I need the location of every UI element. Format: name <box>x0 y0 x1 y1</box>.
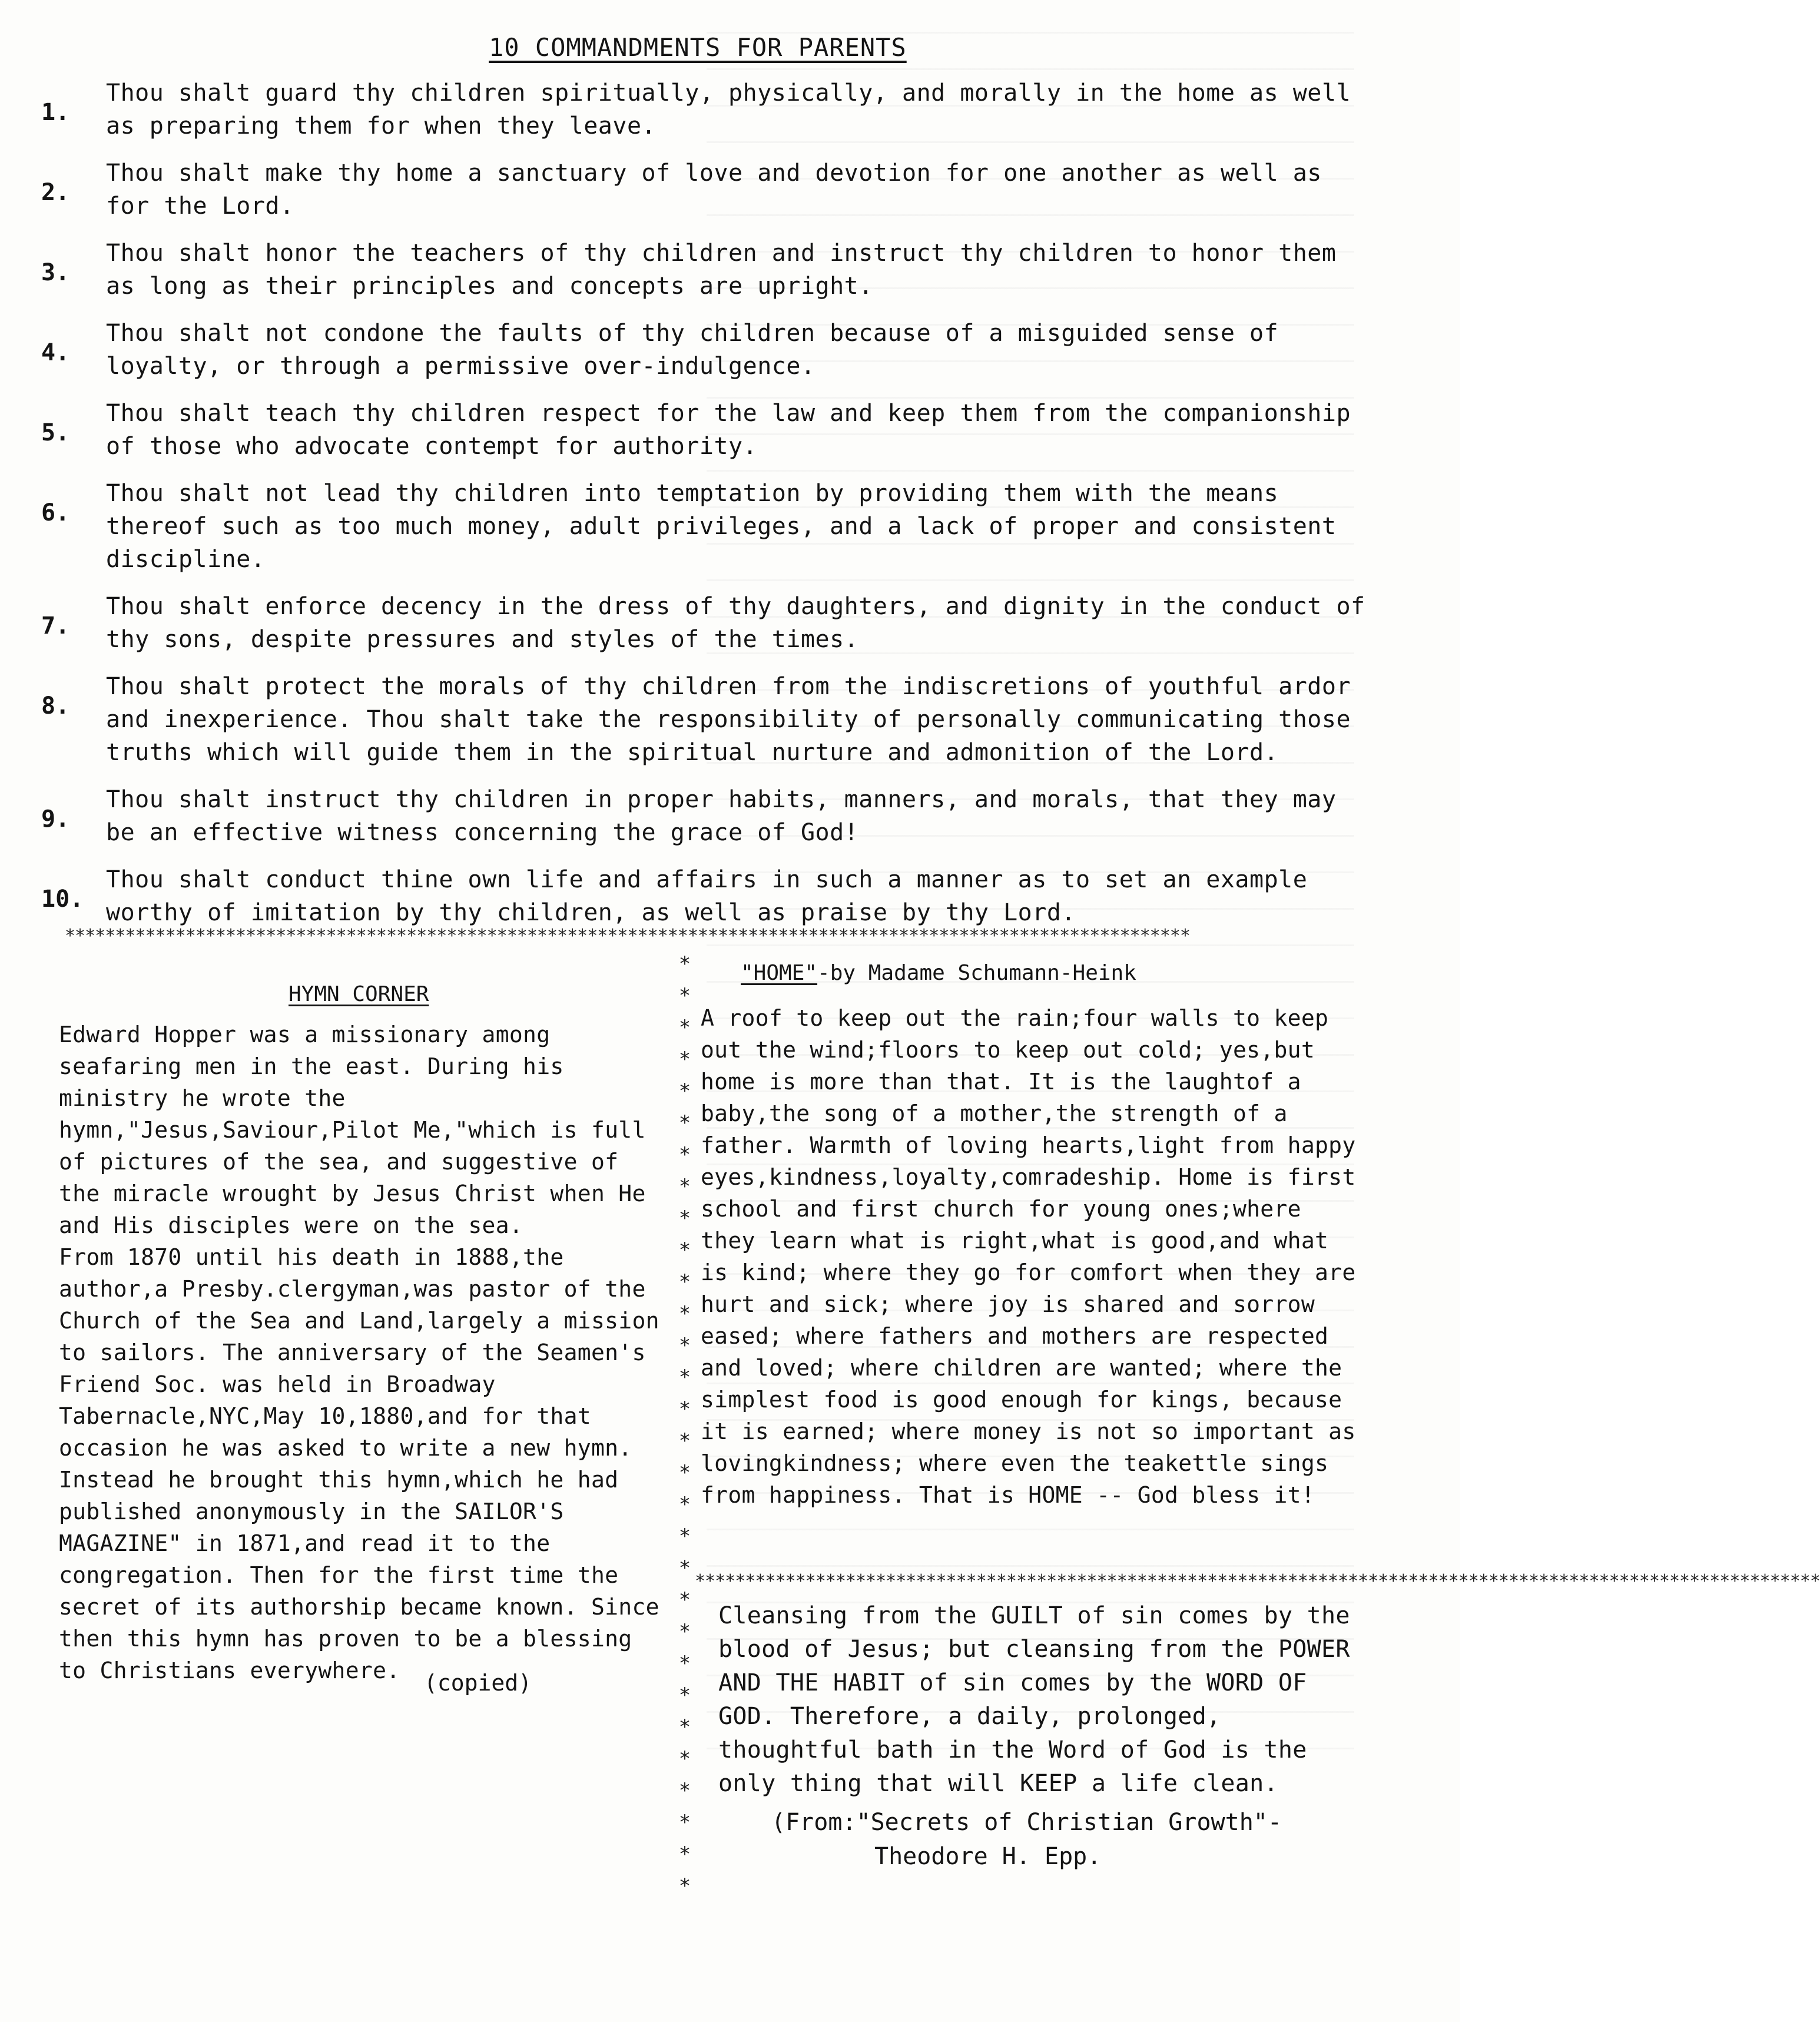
hymn-paragraph-2: From 1870 until his death in 1888,the author,a Presby.clergyman,was pastor of the Church of the Sea and Land,largely a mission to sailors. The anniversary of the Seamen's Friend Soc. was held in Broadway Tabernacle,NYC,May 10,1880,and for that occasion he was asked to write a new hymn. Instead he brought this hymn,which he had published anonymously in the SAILOR'S MAGAZINE" in 1871,and read it to the congregation. Then for the first time the secret of its authorship became known. Since then this hymn has proven to be a blessing to Christians everywhere. <box>59 1244 659 1683</box>
hymn-paragraph-1: Edward Hopper was a missionary among seafaring men in the east. During his ministry he wrote the hymn,"Jesus,Saviour,Pilot Me,"which is full of pictures of the sea, and suggestive of the miracle wrought by Jesus Christ when He and His disciples were on the sea. <box>59 1022 646 1238</box>
cleansing-source-line-1: (From:"Secrets of Christian Growth"- <box>771 1809 1282 1836</box>
home-heading <box>741 961 1136 985</box>
commandment-number: 3. <box>41 259 70 286</box>
commandment-item <box>41 157 1372 223</box>
commandment-text: Thou shalt teach thy children respect for the law and keep them from the companionship of those who advocate contempt for authority. <box>106 400 1351 460</box>
commandment-item <box>41 237 1372 303</box>
commandment-number: 10. <box>41 886 84 913</box>
commandment-text: Thou shalt conduct thine own life and affairs in such a manner as to set an example worthy of imitation by thy children, as well as praise by thy Lord. <box>106 866 1308 926</box>
home-title: "HOME" <box>741 961 818 985</box>
commandment-number: 5. <box>41 419 70 446</box>
commandment-item <box>41 590 1372 656</box>
commandment-text: Thou shalt enforce decency in the dress of thy daughters, and dignity in the conduct of thy sons, despite pressures and styles of the times. <box>106 593 1365 653</box>
cleansing-text: Cleansing from the GUILT of sin comes by the blood of Jesus; but cleansing from the POWER AND THE HABIT of sin comes by the WORD OF GOD. Therefore, a daily, prolonged, thoughtful bath in the Word of God is the only thing that will KEEP a life clean. <box>718 1602 1350 1797</box>
commandment-item <box>41 317 1372 383</box>
asterisk-divider: **************************************************************************************************************** <box>65 926 1190 946</box>
commandment-text: Thou shalt not condone the faults of thy children because of a misguided sense of loyalty, or through a permissive over-indulgence. <box>106 320 1279 380</box>
home-text: A roof to keep out the rain;four walls to keep out the wind;floors to keep out cold; yes,but home is more than that. It is the laughtof a baby,the song of a mother,the strength of a father. Warmth of loving hearts,light from happy eyes,kindness,loyalty,comradeship. Home is first school and first church for young ones;where they learn what is right,what is good,and what is kind; where they go for comfort when they are hurt and sick; where joy is shared and sorrow eased; where fathers and mothers are respected and loved; where children are wanted; where the simplest food is good enough for kings, because it is earned; where money is not so important as lovingkindness; where even the teakettle sings from happiness. That is HOME -- God bless it! <box>701 1005 1356 1508</box>
hymn-corner-article <box>59 1019 671 1686</box>
commandment-number: 4. <box>41 339 70 366</box>
commandment-number: 9. <box>41 806 70 833</box>
commandment-number: 7. <box>41 612 70 639</box>
commandment-text: Thou shalt instruct thy children in proper habits, manners, and morals, that they may be an effective witness concerning the grace of God! <box>106 786 1337 846</box>
commandment-item <box>41 863 1372 929</box>
commandment-item <box>41 397 1372 463</box>
hymn-credit: (copied) <box>424 1670 532 1696</box>
commandment-item <box>41 77 1372 142</box>
commandment-text: Thou shalt not lead thy children into temptation by providing them with the means thereof such as too much money, adult privileges, and a lack of proper and consistent discipline. <box>106 480 1337 573</box>
commandment-text: Thou shalt guard thy children spiritually, physically, and morally in the home as well as preparing them for when they leave. <box>106 79 1351 140</box>
commandment-item <box>41 477 1372 576</box>
page-title: 10 COMMANDMENTS FOR PARENTS <box>489 33 907 62</box>
home-author: -by Madame Schumann-Heink <box>817 961 1136 985</box>
commandment-item <box>41 670 1372 769</box>
commandment-text: Thou shalt honor the teachers of thy children and instruct thy children to honor them as long as their principles and concepts are upright. <box>106 240 1337 300</box>
commandment-number: 6. <box>41 499 70 526</box>
commandments-list <box>41 77 1372 943</box>
commandment-text: Thou shalt protect the morals of thy children from the indiscretions of youthful ardor and inexperience. Thou shalt take the responsibility of personally communicating those truths which will guide them in the spiritual nurture and admonition of the Lord. <box>106 673 1351 766</box>
cleansing-article <box>718 1599 1354 1801</box>
commandment-item <box>41 783 1372 849</box>
column-divider: * * * * * * * * * * * * * * * * * * * * * * * * * * * * * * <box>678 952 691 1898</box>
commandment-number: 2. <box>41 179 70 206</box>
cleansing-source-line-2: Theodore H. Epp. <box>874 1843 1102 1870</box>
commandment-number: 1. <box>41 99 70 126</box>
home-article <box>701 1002 1360 1511</box>
asterisk-divider-right: **************************************************************************************************************** <box>695 1571 1820 1592</box>
commandment-text: Thou shalt make thy home a sanctuary of love and devotion for one another as well as for the Lord. <box>106 160 1322 220</box>
hymn-corner-heading: HYMN CORNER <box>289 982 429 1006</box>
commandment-number: 8. <box>41 692 70 720</box>
